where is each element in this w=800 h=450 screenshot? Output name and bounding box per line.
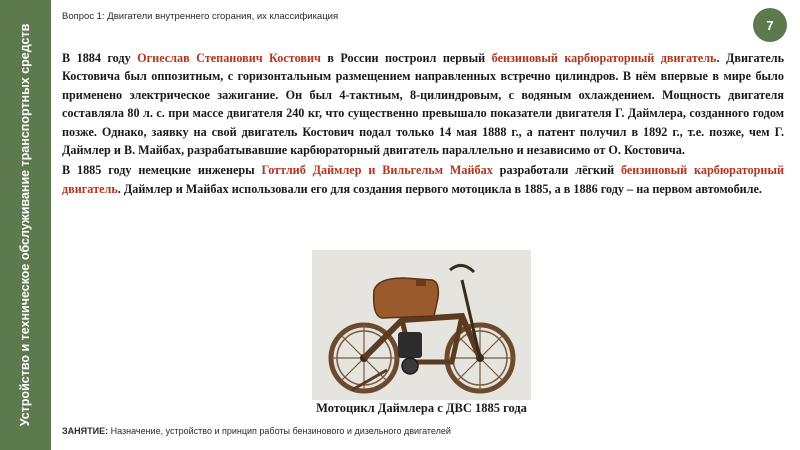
motorcycle-photo (312, 250, 531, 400)
paragraph-daimler: В 1885 году немецкие инженеры Готтлиб Даймлер и Вильгельм Майбах разработали лёгкий бензиновый карбюраторный двигатель. Даймлер и Майбах использовали его для создания первого мотоцикла в 1885, а в 1886 году – на первом автомобиле. (62, 163, 784, 196)
slide-header: Вопрос 1: Двигатели внутреннего сгорания, их классификация (62, 11, 339, 22)
image-caption: Мотоцикл Даймлера с ДВС 1885 года (316, 401, 527, 415)
slide-content (62, 49, 784, 198)
sidebar (0, 0, 51, 450)
highlight-engine-type-2: бензиновый карбюраторный двигатель (62, 163, 784, 196)
page-number-badge: 7 (753, 8, 787, 42)
motorcycle-illustration (312, 250, 531, 400)
sidebar-title: Устройство и техническое обслуживание транспортных средств (18, 23, 32, 427)
slide-footer (62, 426, 451, 436)
footer-text: Назначение, устройство и принцип работы бензинового и дизельного двигателей (108, 426, 451, 436)
highlight-engine-type: бензиновый карбюраторный двигатель (491, 51, 717, 65)
highlight-daimler-maybach: Готтлиб Даймлер и Вильгельм Майбах (261, 163, 493, 178)
footer-label: ЗАНЯТИЕ: (62, 426, 109, 436)
paragraph-kostovich: В 1884 году Огнеслав Степанович Костович в России построил первый бензиновый карбюраторный двигатель. Двигатель Костовича был оппозитным, с горизонтальным размещением направленных встречно цилиндров. В нём впервые в мире было применено электрическое зажигание. Он был 4-тактным, 8-цилиндровым, с водяным охлаждением. Мощность двигателя составляла 80 л. с. при массе двигателя 240 кг, что существенно превышало показатели двигателя Г. Даймлера, созданного годом позже. Однако, заявку на свой двигатель Костович подал только 14 мая 1888 г., а патент получил в 1892 г., т.е. позже, чем Г. Даймлер и В. Майбах, разрабатывавшие карбюраторный двигатель параллельно и независимо от О. Костовича. (62, 51, 785, 158)
highlight-kostovich-name: Огнеслав Степанович Костович (137, 51, 321, 65)
